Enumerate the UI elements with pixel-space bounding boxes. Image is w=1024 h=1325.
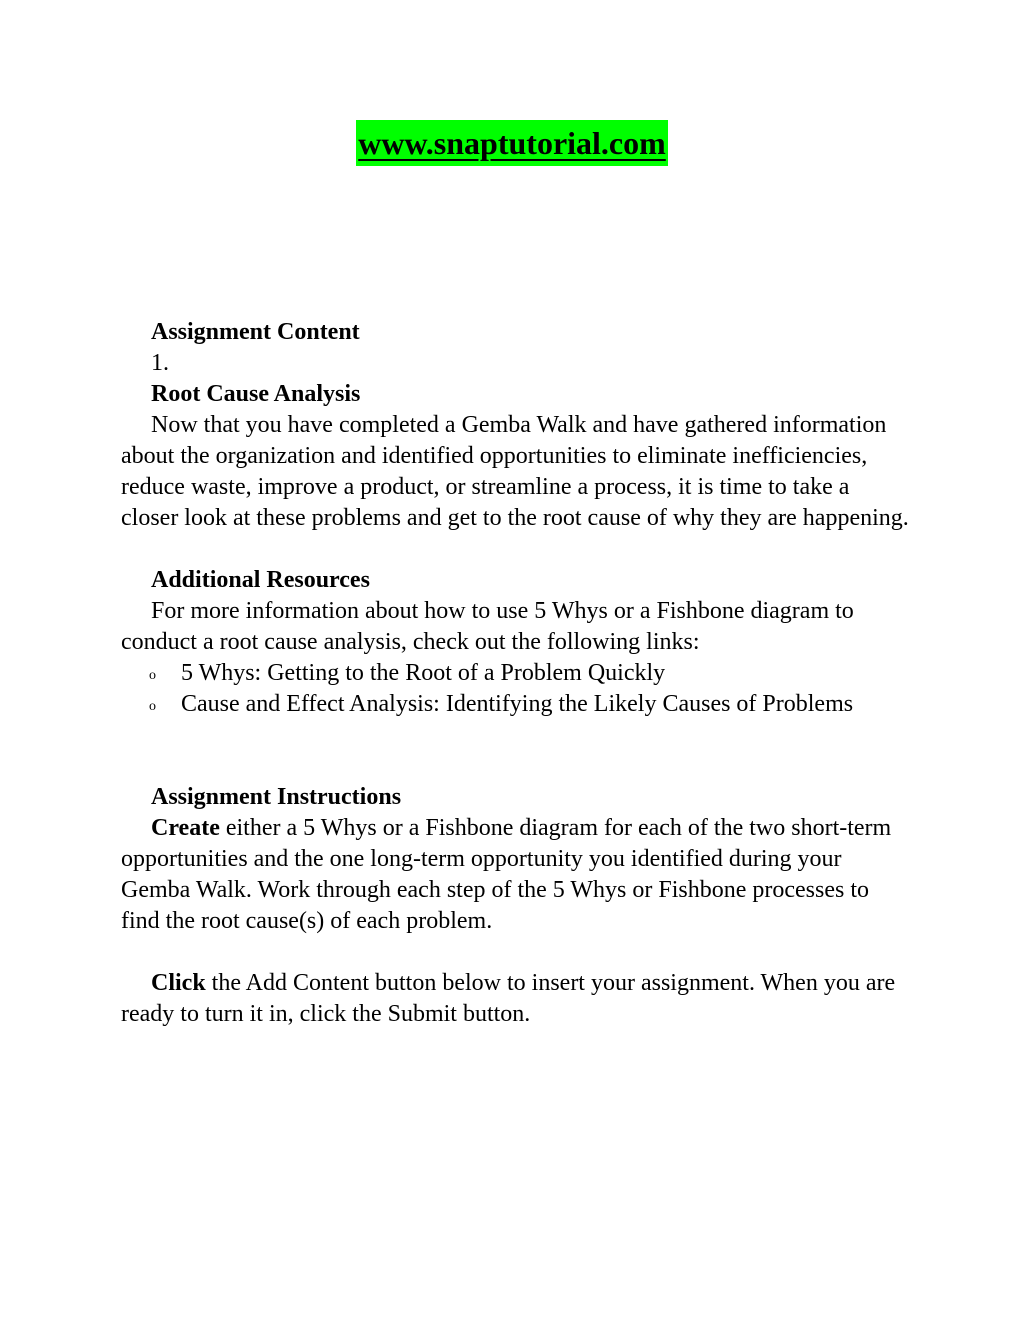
- instruction-lead: Click: [151, 970, 206, 996]
- assignment-title: Assignment Content: [151, 319, 360, 345]
- resource-link[interactable]: 5 Whys: Getting to the Root of a Problem Quickly: [181, 660, 666, 686]
- bullet-marker: o: [149, 668, 156, 683]
- spacer: [121, 720, 911, 751]
- instruction-paragraph: [121, 813, 911, 937]
- instruction-paragraph: [121, 968, 911, 1030]
- spacer: [121, 534, 911, 565]
- instruction-lead: Create: [151, 815, 220, 841]
- intro-paragraph: Now that you have completed a Gemba Walk and have gathered information about the organization and identified opportunities to eliminate inefficiencies, reduce waste, improve a product, or streamline a process, it is time to take a closer look at these problems and get to the root cause of why they are happening.: [121, 412, 909, 531]
- bullet-marker: o: [149, 699, 156, 714]
- instruction-text: the Add Content button below to insert your assignment. When you are ready to turn it in, click the Submit button.: [121, 970, 896, 1027]
- section-heading: Root Cause Analysis: [151, 381, 361, 407]
- spacer: [121, 937, 911, 968]
- resource-links: [121, 658, 911, 720]
- site-link[interactable]: www.snaptutorial.com: [356, 120, 668, 166]
- list-item[interactable]: [121, 658, 911, 689]
- assignment-content: [121, 317, 911, 1030]
- resources-heading: Additional Resources: [151, 567, 370, 593]
- resource-link[interactable]: Cause and Effect Analysis: Identifying the Likely Causes of Problems: [181, 691, 854, 717]
- header: [0, 120, 1024, 166]
- spacer: [121, 751, 911, 782]
- item-number: 1.: [151, 350, 169, 376]
- resources-paragraph: For more information about how to use 5 Whys or a Fishbone diagram to conduct a root cause analysis, check out the following links:: [121, 598, 854, 655]
- instructions-heading: Assignment Instructions: [151, 784, 402, 810]
- instruction-text: either a 5 Whys or a Fishbone diagram for each of the two short-term opportunities and the one long-term opportunity you identified during your Gemba Walk. Work through each step of the 5 Whys or Fishbone processes to find the root cause(s) of each problem.: [121, 815, 892, 934]
- list-item[interactable]: [121, 689, 911, 720]
